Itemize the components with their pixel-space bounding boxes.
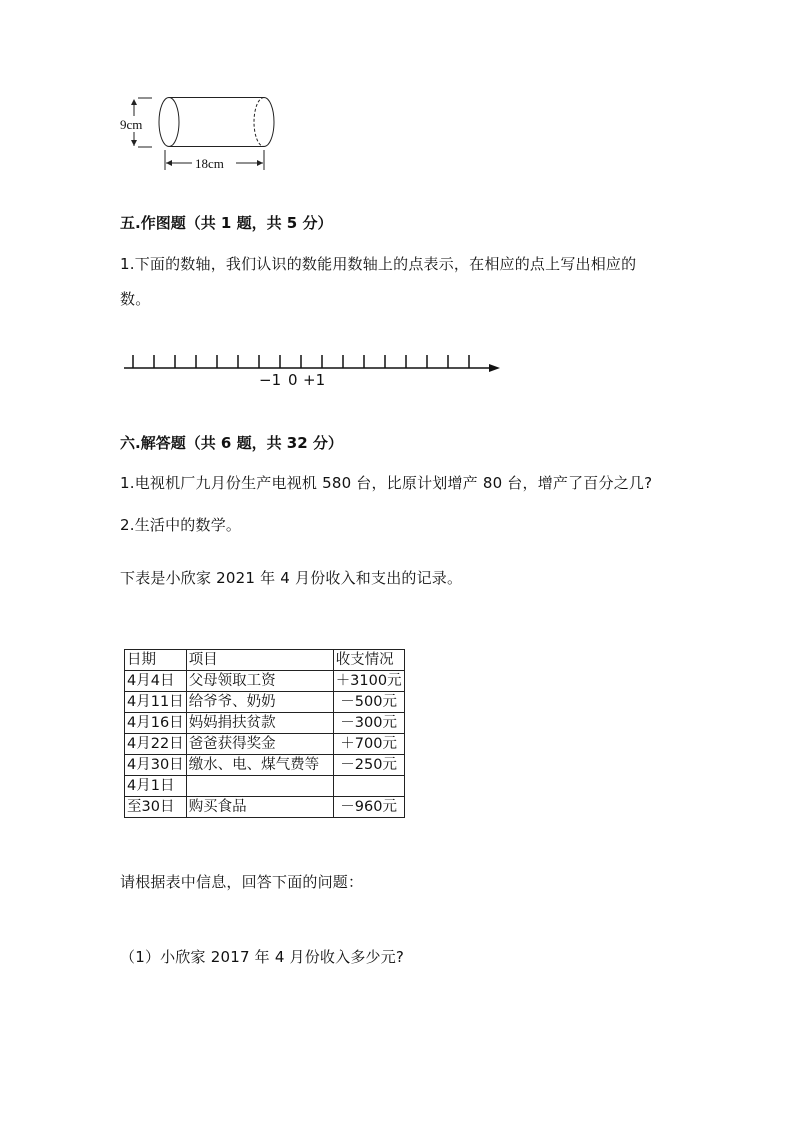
cell-amount: －250元: [333, 755, 404, 776]
table-header-row: [125, 650, 405, 671]
cell-item: 妈妈捐扶贫款: [186, 713, 333, 734]
section6-heading: 六.解答题（共 6 题，共 32 分）: [120, 434, 343, 452]
cell-date: 4月4日: [125, 671, 187, 692]
section5-heading: 五.作图题（共 1 题，共 5 分）: [120, 214, 333, 232]
cell-item: 父母领取工资: [186, 671, 333, 692]
table-row: [125, 755, 405, 776]
section5-q1-line2: 数。: [120, 290, 151, 308]
cell-amount: [333, 776, 404, 797]
cylinder-figure: [118, 90, 288, 180]
height-label: 9cm: [120, 117, 143, 132]
cell-amount: －300元: [333, 713, 404, 734]
cell-amount: ＋700元: [333, 734, 404, 755]
cell-date: 4月11日: [125, 692, 187, 713]
number-line: [120, 348, 510, 393]
length-label: 18cm: [195, 156, 224, 171]
cell-date: 至30日: [125, 797, 187, 818]
income-expense-table: [124, 649, 405, 818]
cell-item: 爸爸获得奖金: [186, 734, 333, 755]
table-row: [125, 671, 405, 692]
header-date: 日期: [125, 650, 187, 671]
table-intro: 下表是小欣家 2021 年 4 月份收入和支出的记录。: [120, 569, 463, 587]
header-amount: 收支情况: [333, 650, 404, 671]
cell-item: 购买食品: [186, 797, 333, 818]
cell-amount: ＋3100元: [333, 671, 404, 692]
axis-label-pos1: +1: [303, 371, 326, 389]
table-row: [125, 734, 405, 755]
cell-date: 4月22日: [125, 734, 187, 755]
header-item: 项目: [186, 650, 333, 671]
cell-amount: －500元: [333, 692, 404, 713]
table-row: [125, 776, 405, 797]
sub-question-1: （1）小欣家 2017 年 4 月份收入多少元?: [120, 948, 405, 966]
section5-q1-line1: 1.下面的数轴，我们认识的数能用数轴上的点表示，在相应的点上写出相应的: [120, 255, 637, 273]
table-row: [125, 713, 405, 734]
cell-date: 4月16日: [125, 713, 187, 734]
axis-label-0: 0: [288, 371, 298, 389]
cell-date: 4月30日: [125, 755, 187, 776]
section6-q1: 1.电视机厂九月份生产电视机 580 台，比原计划增产 80 台，增产了百分之几?: [120, 474, 653, 492]
cell-date: 4月1日: [125, 776, 187, 797]
cell-item: [186, 776, 333, 797]
cell-item: 缴水、电、煤气费等: [186, 755, 333, 776]
table-row: [125, 692, 405, 713]
section6-q2: 2.生活中的数学。: [120, 516, 242, 534]
question-prompt: 请根据表中信息，回答下面的问题：: [120, 873, 364, 891]
table-row: [125, 797, 405, 818]
cell-item: 给爷爷、奶奶: [186, 692, 333, 713]
cell-amount: －960元: [333, 797, 404, 818]
axis-label-neg1: −1: [259, 371, 282, 389]
